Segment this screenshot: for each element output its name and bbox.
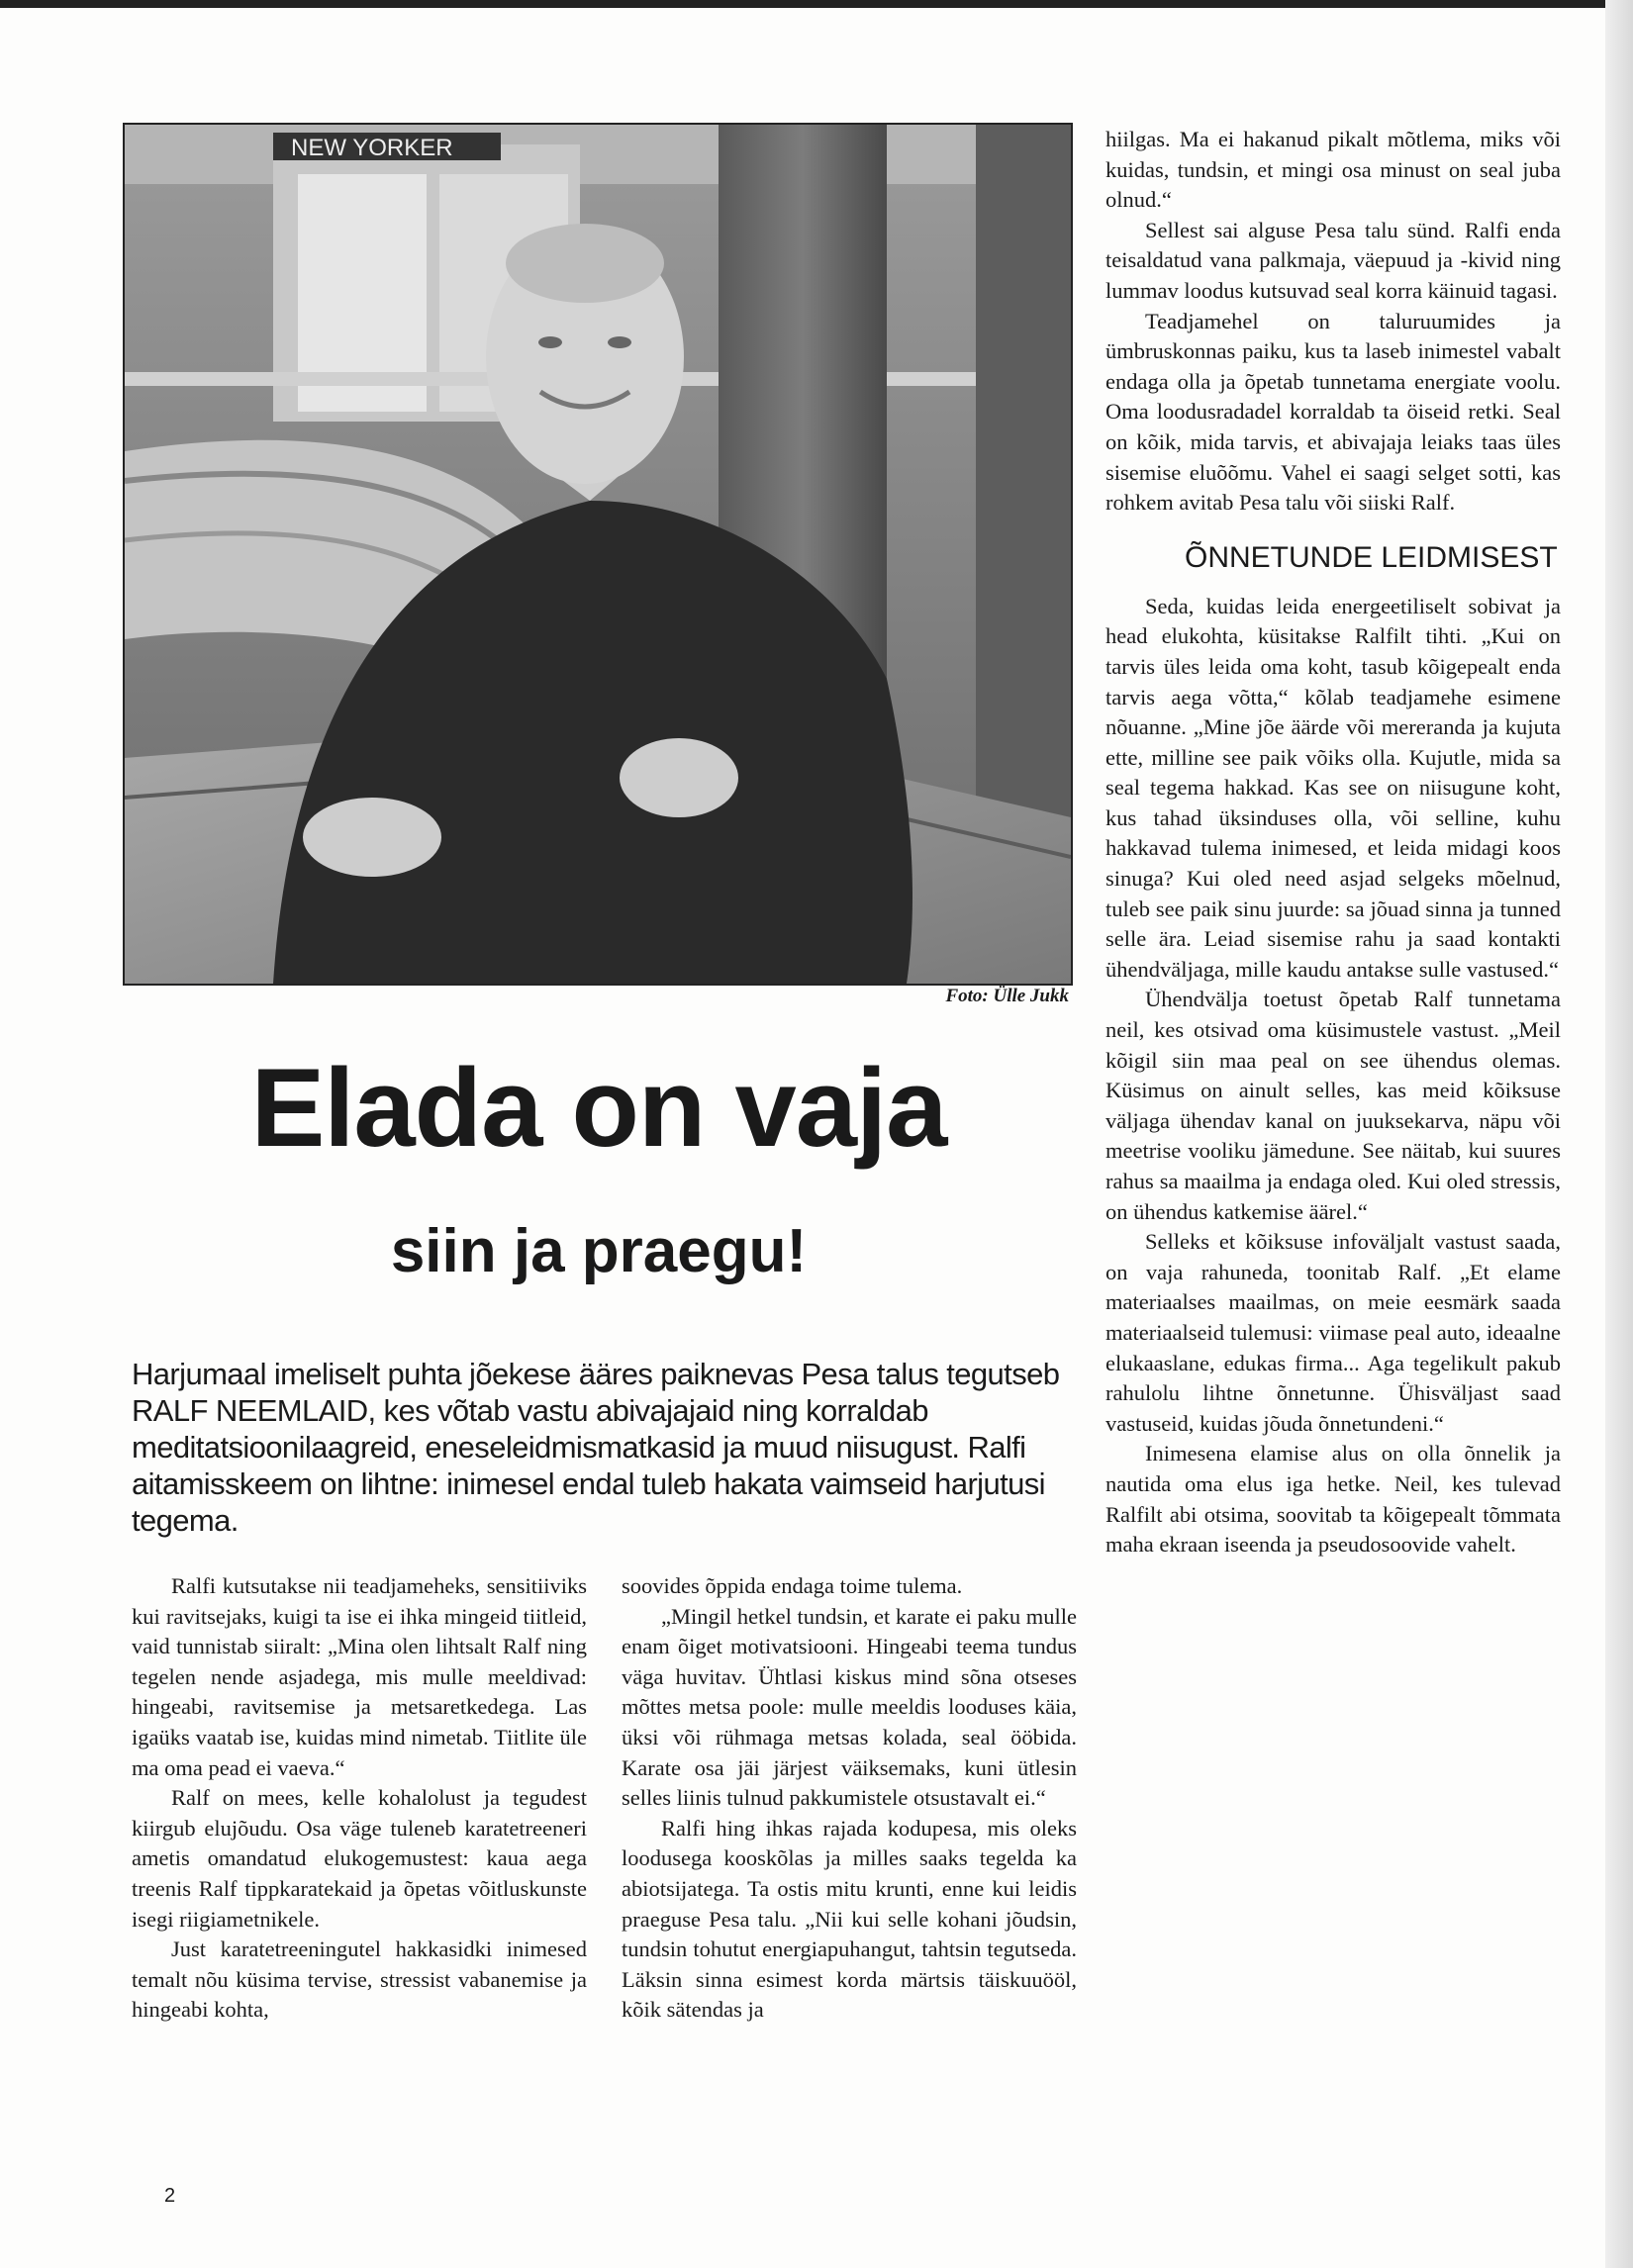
paragraph: Just karatetreeningutel hakkasidki inimesed temalt nõu küsima tervise, stressist vabanemise ja hingeabi kohta, [132, 1937, 587, 2023]
subheadline: siin ja praegu! [390, 1217, 808, 1285]
photo-credit: Foto: Ülle Jukk [945, 986, 1069, 1006]
portrait-photo [123, 123, 1073, 986]
paragraph: hiilgas. Ma ei hakanud pikalt mõtlema, miks või kuidas, tundsin, et mingi osa minust on seal juba olnud.“ [1105, 127, 1561, 213]
shop-sign: NEW YORKER [291, 135, 453, 161]
paragraph: Ralf on mees, kelle kohalolust ja tegudest kiirgub elujõudu. Osa väge tuleneb karatetreeneri ametis omandatud elukogemustest: kaua aega treenis Ralf tippkaratekaid ja õpetas võitluskunste isegi riigiametnikele. [132, 1785, 587, 1932]
column-right [1105, 125, 1561, 1560]
page-number: 2 [164, 2185, 176, 2207]
lead-paragraph [132, 1356, 1082, 1539]
top-rule [0, 0, 1633, 8]
page-edge-shadow [1605, 0, 1633, 2268]
paragraph: Ralfi kutsutakse nii teadjameheks, sensitiiviks kui ravitsejaks, kuigi ta ise ei ihka mingeid tiitleid, vaid tunnistab siiralt: „Mina olen lihtsalt Ralf ning tegelen nende asjadega, mis mulle meeldivad: hingeabi, ravitsemise ja metsaretkedega. Las igaüks vaatab ise, kuidas mind nimetab. Tiitlite üle ma oma pead ei vaeva.“ [132, 1573, 587, 1780]
paragraph: Selleks et kõiksuse infoväljalt vastust saada, on vaja rahuneda, toonitab Ralf. „Et elame materiaalses maailmas, on meie eesmärk saada materiaalseid tulemusi: viimase peal auto, ideaalne elukaaslane, edukas firma... Aga tegelikult pakub rahulolu lihtne õnnetunne. Ühisväljast saad vastuseid, kuidas jõuda õnnetundeni.“ [1105, 1229, 1561, 1436]
lead-text: Harjumaal imeliselt puhta jõekese ääres paiknevas Pesa talus tegutseb RALF NEEMLAID, kes võtab vastu abivajajaid ning korraldab meditatsioonilaagreid, eneseleidmismatkasid ja muud niisugust. Ralfi aitamisskeem on lihtne: inimesel endal tuleb hakata vaimseid harjutusi tegema. [132, 1357, 1060, 1538]
paragraph: Ühendvälja toetust õpetab Ralf tunnetama neil, kes otsivad oma küsimustele vastust. „Meil kõigil siin maa peal on see ühendus olemas. Küsimus on ainult selles, kas meid kõiksuse väljaga ühendav kanal on juuksekarva, näpu või meetrise vooliku jämedune. See näitab, kui suures rahus sa maailma ja endaga oled. Kui oled stressis, on ühendus katkemise äärel.“ [1105, 987, 1561, 1224]
paragraph: Sellest sai alguse Pesa talu sünd. Ralfi enda teisaldatud vana palkmaja, väepuud ja -kivid ning lummav loodus kutsuvad seal korra käinuid tagasi. [1105, 217, 1561, 303]
paragraph: Seda, kuidas leida energeetiliselt sobivat ja head elukohta, küsitakse Ralfilt tihti. „Kui on tarvis üles leida oma koht, tasub kõigepealt enda tarvis aega võtta,“ kõlab teadjamehe esimene nõuanne. „Mine jõe äärde või mereranda ja kujuta ette, milline see paik võiks olla. Kujutle, mida sa seal tegema hakkad. Kas see on niisugune koht, kus tahad üksinduses olla, või selline, kuhu hakkavad tulema inimesed, et leida midagi koos sinuga? Kui oled need asjad selgeks mõelnud, tuleb see paik sinu juurde: sa jõuad sinna ja tunned selle ära. Leiad sisemise rahu ja saad kontakti ühendväljaga, mille kaudu antakse sulle vastused.“ [1105, 593, 1561, 982]
paragraph: Ralfi hing ihkas rajada kodupesa, mis oleks loodusega kooskõlas ja milles saaks tegelda ka abiotsijatega. Ta ostis mitu krunti, enne kui leidis praeguse Pesa talu. „Nii kui selle kohani jõudsin, tundsin tohutut energiapuhangut, tahtsin tegutseda. Läksin sinna esimest korda märtsis täiskuuööl, kõik sätendas ja [622, 1815, 1077, 2023]
column-middle [622, 1571, 1077, 2026]
column-left [132, 1571, 587, 2026]
paragraph: soovides õppida endaga toime tulema. [622, 1573, 963, 1598]
paragraph: Teadjamehel on taluruumides ja ümbruskonnas paiku, kus ta laseb inimestel vabalt endaga olla ja õpetab tunnetama energiate voolu. Oma loodusradadel korraldab ta öiseid retki. Seal on kõik, mida tarvis, et abivajaja leiaks taas üles sisemise eluõõmu. Vahel ei saagi selget sotti, kas rohkem avitab Pesa talu või siiski Ralf. [1105, 308, 1561, 516]
photo-illustration [125, 125, 1071, 984]
paragraph: „Mingil hetkel tundsin, et karate ei paku mulle enam õiget motivatsiooni. Hingeabi teema tundus väga huvitav. Ühtlasi kiskus mind sõna otseses mõttes metsa poole: mulle meeldis looduses käia, üksi või rühmaga metsas kolada, seal ööbida. Karate osa jäi järjest väiksemaks, kuni ütlesin selles liinis tulnud pakkumistele otsustavalt ei.“ [622, 1603, 1077, 1811]
headline: Elada on vaja [250, 1046, 947, 1170]
paragraph: Inimesena elamise alus on olla õnnelik ja nautida oma elus iga hetke. Neil, kes tulevad Ralfilt abi otsima, soovitab ta kõigepealt tõmmata maha ekraan iseenda ja pseudosoovide vahelt. [1105, 1441, 1561, 1558]
section-heading: ÕNNETUNDE LEIDMISEST [1185, 540, 1558, 574]
